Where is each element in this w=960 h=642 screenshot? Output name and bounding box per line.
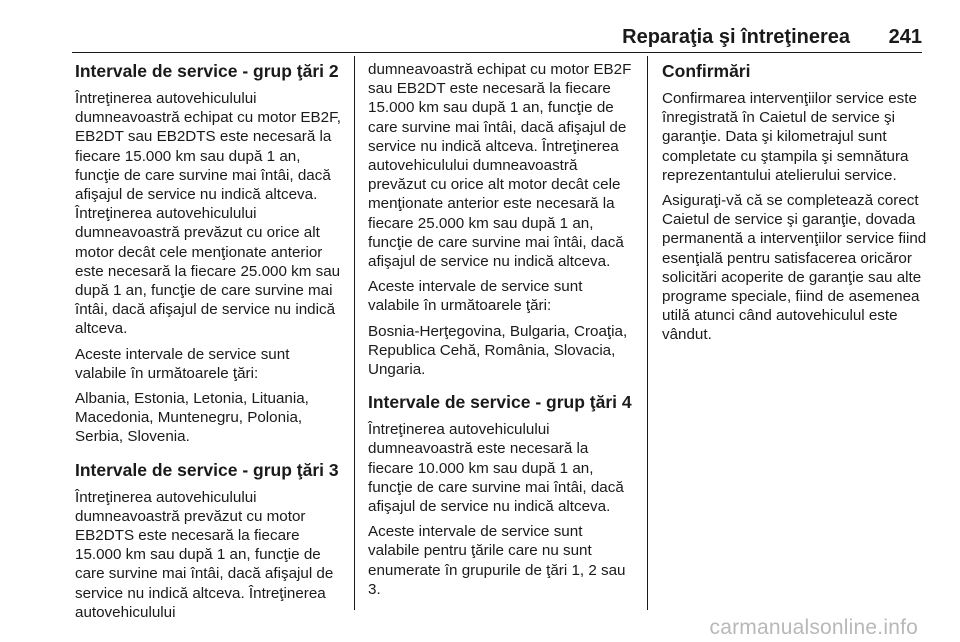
paragraph: Întreţinerea autovehiculului dumneavoastră echipat cu motor EB2F, EB2DT sau EB2DTS este necesară la fiecare 15.000 km sau după 1 an, funcţie de care survine mai întâi, dacă afişajul de service nu indică altceva. Întreţinerea autovehiculului dumneavoastră prevăzut cu orice alt motor decât cele menţionate anterior este necesară la fiecare 25.000 km sau după 1 an, funcţie de care survine mai întâi, dacă afişajul de service nu indică altceva.: [75, 90, 341, 338]
section-title: Reparaţia şi întreţinerea: [622, 26, 850, 48]
header-rule: [72, 52, 922, 53]
paragraph: Asiguraţi-vă că se completează corect Caietul de service şi garanţie, dovada permanentă a intervenţiilor service fiind esenţială pentru satisfacerea oricăror solicitări acoperite de garanţie sau alte programe speciale, fiind de asemenea utilă atunci când autovehiculul este vândut.: [662, 192, 927, 344]
column-divider-1: [354, 56, 355, 610]
country-list: Bosnia-Herţegovina, Bulgaria, Croaţia, Republica Cehă, România, Slovacia, Ungaria.: [368, 322, 628, 379]
heading-service-group-3: Intervale de service - grup ţări 3: [75, 459, 339, 480]
paragraph: Confirmarea intervenţiilor service este înregistrată în Caietul de service şi garanţie. Data şi kilometrajul sunt completate cu ştampila şi semnătura reprezentantului atelierului service.: [662, 90, 917, 184]
page-number: 241: [888, 26, 922, 48]
country-list: Albania, Estonia, Letonia, Lituania, Macedonia, Muntenegru, Polonia, Serbia, Slovenia.: [75, 390, 309, 446]
paragraph: Aceste intervale de service sunt valabile pentru ţările care nu sunt enumerate în grupurile de ţări 1, 2 sau 3.: [368, 523, 626, 598]
heading-confirmations: Confirmări: [662, 61, 751, 81]
heading-service-group-4: Intervale de service - grup ţări 4: [368, 392, 632, 413]
paragraph: Aceste intervale de service sunt valabile în următoarele ţări:: [75, 345, 290, 382]
column-left: [75, 60, 345, 628]
column-middle: [368, 60, 638, 605]
column-right: [662, 60, 930, 351]
watermark: carmanualsonline.info: [709, 616, 918, 639]
heading-service-group-2: Intervale de service - grup ţări 2: [75, 61, 339, 81]
paragraph: Întreţinerea autovehiculului dumneavoastră este necesară la fiecare 10.000 km sau după 1 an, funcţie de care survine mai întâi, dacă afişajul de service nu indică altceva.: [368, 421, 624, 516]
paragraph: Întreţinerea autovehiculului dumneavoastră prevăzut cu motor EB2DTS este necesară la fiecare 15.000 km sau după 1 an, funcţie de care survine mai întâi, dacă afişajul de service nu indică altceva. Întreţinerea autovehiculului: [75, 488, 334, 621]
paragraph: dumneavoastră echipat cu motor EB2F sau EB2DT este necesară la fiecare 15.000 km sau după 1 an, funcţie de care survine mai întâi, dacă afişajul de service nu indică altceva. Întreţinerea autovehiculului dumneavoastră prevăzut cu orice alt motor decât cele menţionate anterior este necesară la fiecare 25.000 km sau după 1 an, funcţie de care survine mai întâi, dacă afişajul de service nu indică altceva.: [368, 61, 632, 271]
paragraph: Aceste intervale de service sunt valabile în următoarele ţări:: [368, 278, 583, 315]
column-divider-2: [647, 56, 648, 610]
